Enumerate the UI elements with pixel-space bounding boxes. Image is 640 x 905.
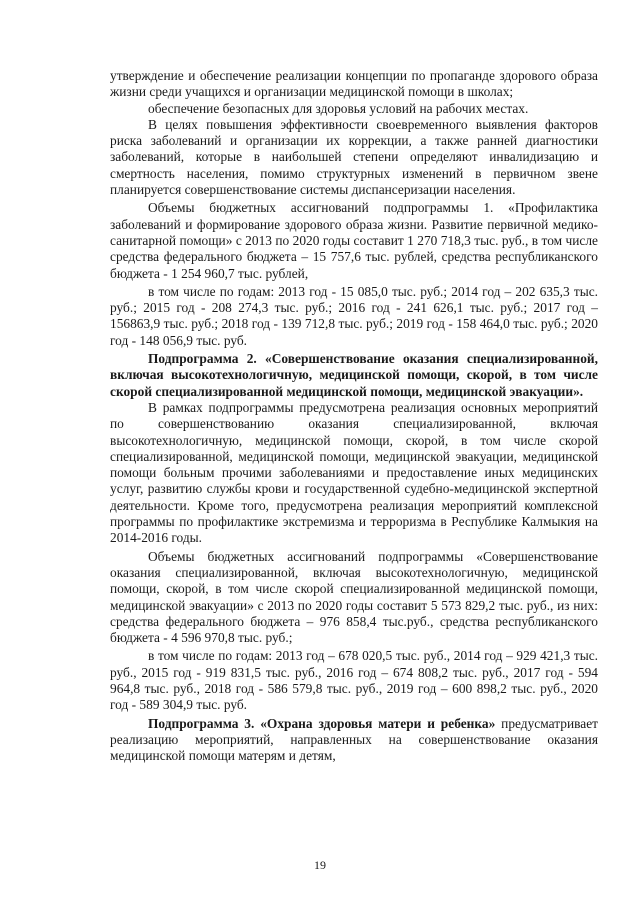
paragraph-2: обеспечение безопасных для здоровья условий на рабочих местах. [148, 100, 529, 116]
subprogram-3-heading: Подпрограмма 3. «Охрана здоровья матери и ребенка» [148, 715, 496, 731]
paragraph-4: Объемы бюджетных ассигнований подпрограммы 1. «Профилактика заболеваний и формирование здорового образа жизни. Развитие первичной медико-санитарной помощи» с 2013 по 2020 годы составит 1 270 718,3 тыс. руб., в том числе средства федерального бюджета – 15 757,6 тыс. рублей, средства республиканского бюджета - 1 254 960,7 тыс. рублей, [110, 200, 598, 281]
subprogram-3-text: предусматривает реализацию мероприятий, направленных на совершенствование оказания медицинской помощи матерям и детям, [110, 715, 598, 764]
paragraph-1: утверждение и обеспечение реализации концепции по пропаганде здорового образа жизни среди учащихся и организации медицинской помощи в школах; [110, 68, 598, 100]
paragraph-5: в том числе по годам: 2013 год - 15 085,0 тыс. руб.; 2014 год – 202 635,3 тыс. руб.; 2015 год - 208 274,3 тыс. руб.; 2016 год - 241 626,1 тыс. руб.; 2017 год – 156863,9 тыс. руб.; 2018 год - 139 712,8 тыс. руб.; 2019 год - 158 464,0 тыс. руб.; 2020 год - 148 056,9 тыс. руб. [110, 283, 598, 348]
paragraph-8: Объемы бюджетных ассигнований подпрограммы «Совершенствование оказания специализированной, включая высокотехнологичную, медицинской помощи, скорой, в том числе скорой специализированной медицинской помощи, медицинской эвакуации» с 2013 по 2020 годы составит 5 573 829,2 тыс. руб., из них: средства федерального бюджета – 976 858,4 тыс.руб., средства республиканского бюджета - 4 596 970,8 тыс. руб.; [110, 548, 598, 646]
paragraph-10 [110, 716, 598, 765]
paragraph-3: В целях повышения эффективности своевременного выявления факторов риска заболеваний и организации их коррекции, а также ранней диагностики заболеваний, которые в наибольшей степени определяют инвалидизацию и смертность населения, помимо структурных изменений в первичном звене планируется совершенствование системы диспансеризации населения. [110, 116, 598, 198]
page-number: 19 [314, 858, 326, 872]
subprogram-2-heading: Подпрограмма 2. «Совершенствование оказания специализированной, включая высокотехнологичную, медицинской помощи, скорой, в том числе скорой специализированной медицинской помощи, медицинской эвакуации». [110, 351, 598, 399]
paragraph-9: в том числе по годам: 2013 год – 678 020,5 тыс. руб., 2014 год – 929 421,3 тыс. руб., 2015 год - 919 831,5 тыс. руб., 2016 год – 674 808,2 тыс. руб., 2017 год - 594 964,8 тыс. руб., 2018 год - 586 579,8 тыс. руб., 2019 год – 600 898,2 тыс. руб., 2020 год - 589 304,9 тыс. руб. [110, 648, 598, 713]
document-page [110, 68, 598, 764]
paragraph-7: В рамках подпрограммы предусмотрена реализация основных мероприятий по совершенствованию оказания специализированной, включая высокотехнологичную, медицинской помощи, скорой, в том числе скорой специализированной, медицинской помощи, медицинской эвакуации, медицинской помощи больным прочими заболеваниями и предоставление иных медицинских услуг, развитию службы крови и государственной судебно-медицинской экспертной деятельности. Кроме того, предусмотрена реализация мероприятий комплексной программы по профилактике экстремизма и терроризма в Республике Калмыкия на 2014-2016 годы. [110, 399, 598, 546]
